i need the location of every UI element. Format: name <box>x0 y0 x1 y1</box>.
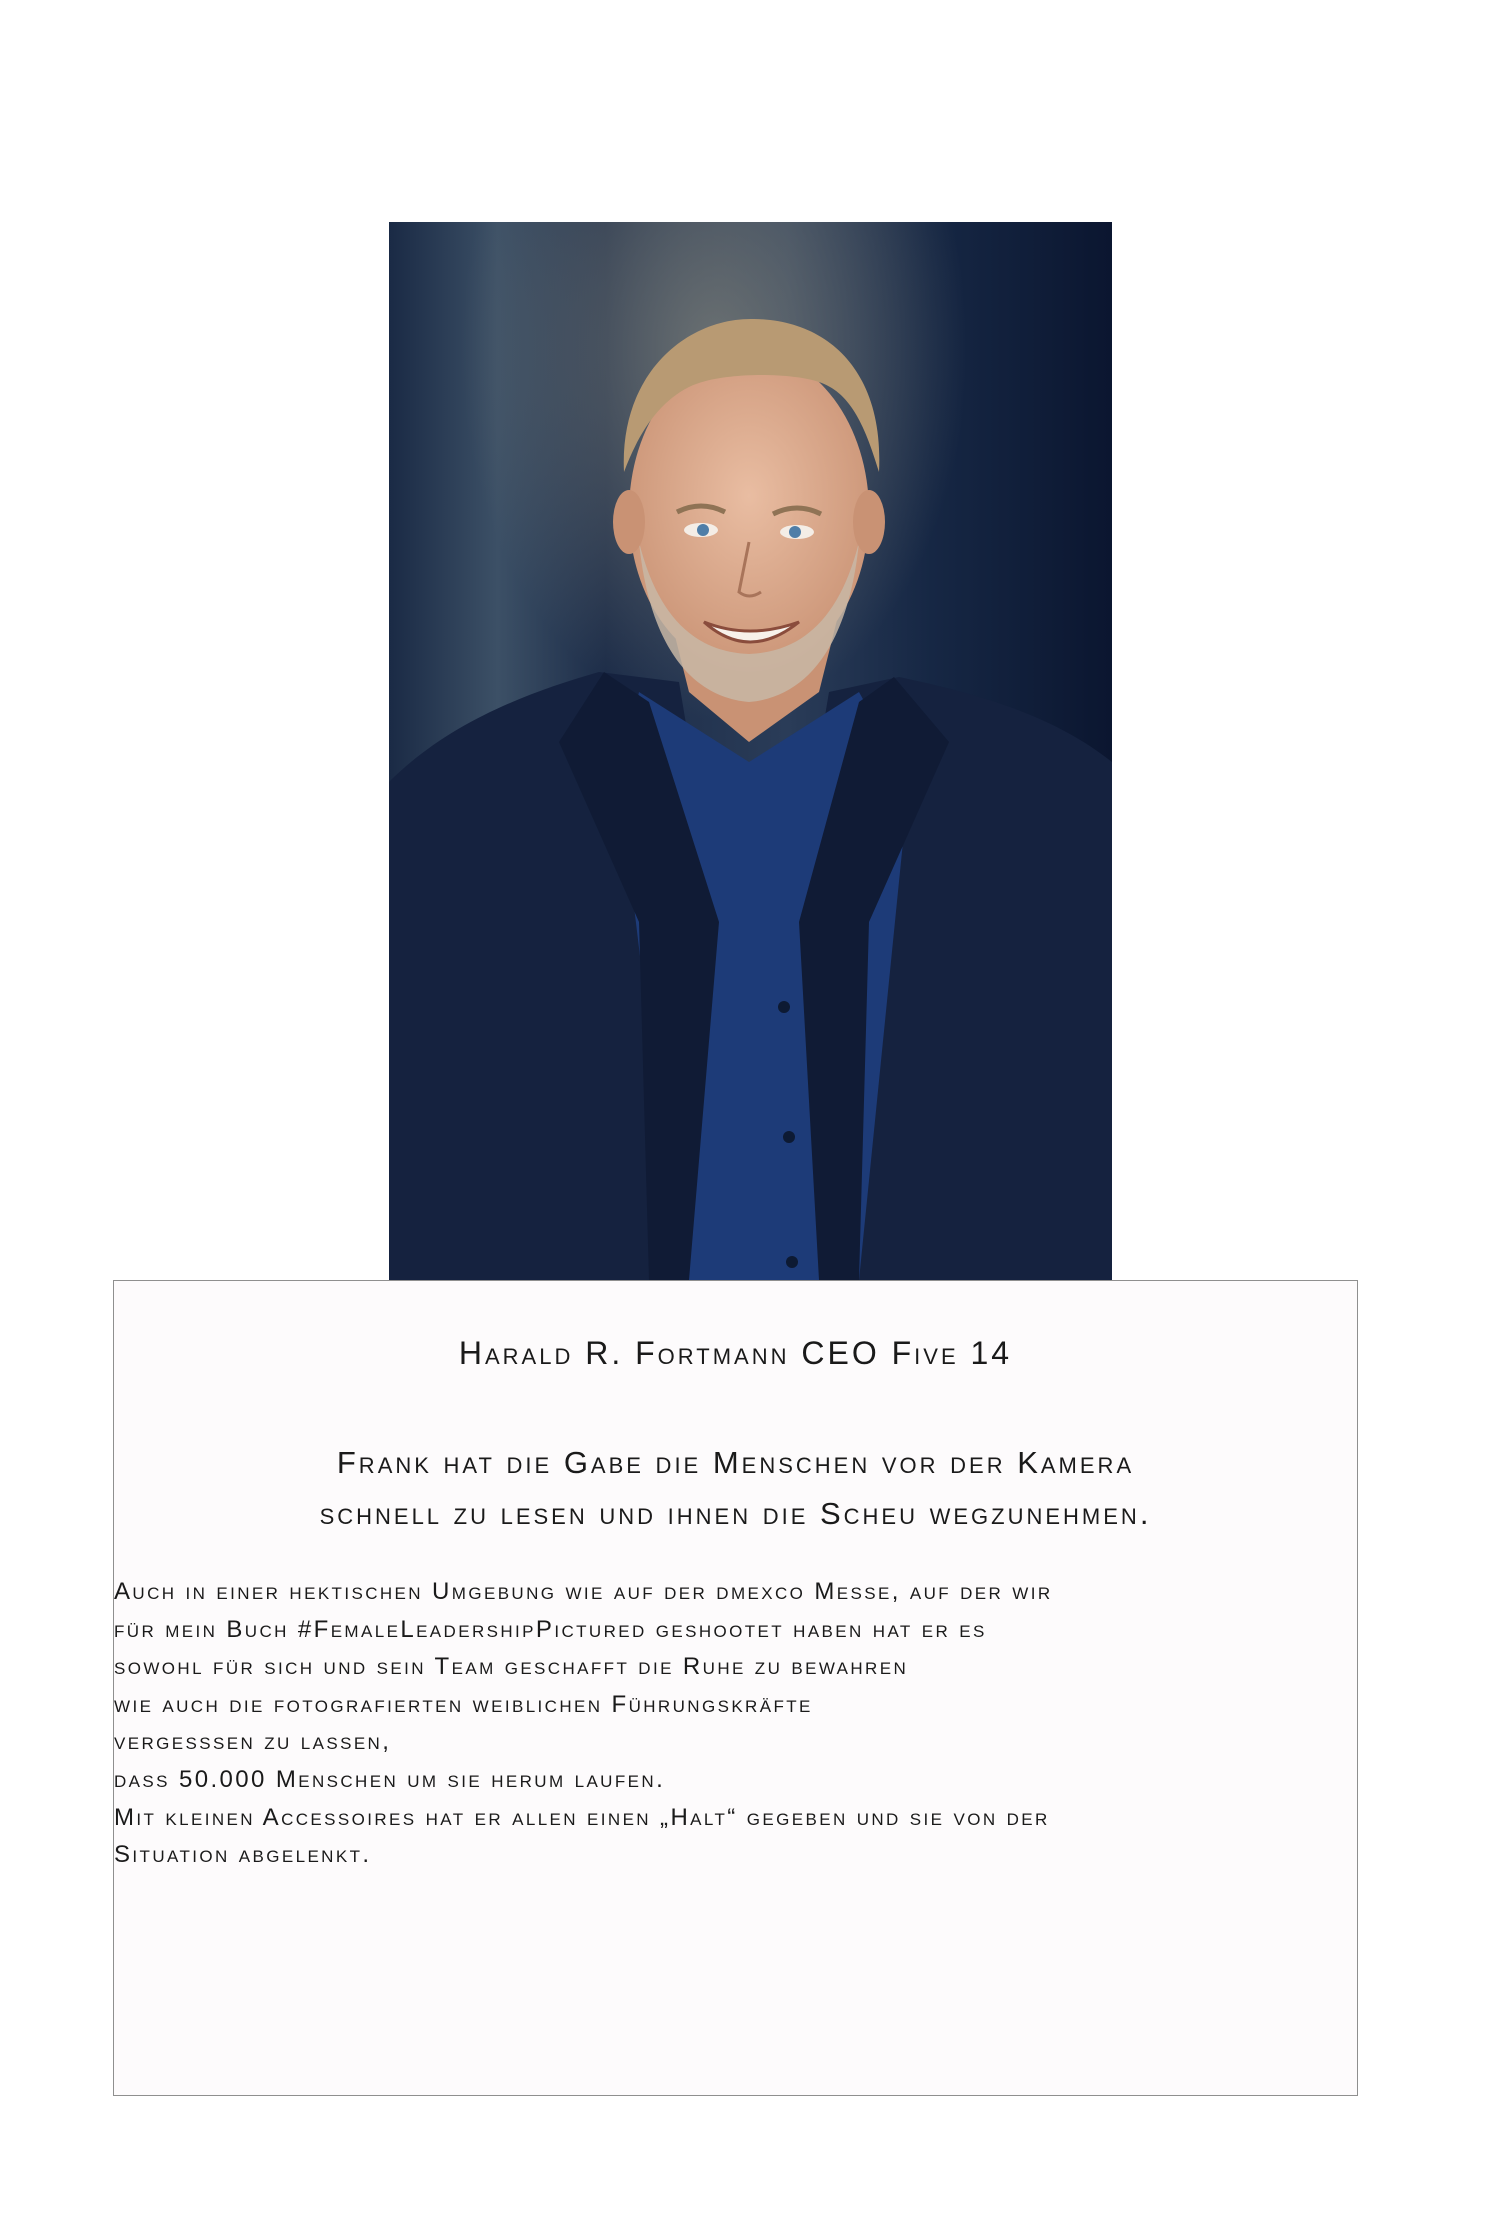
quote-line: schnell zu lesen und ihnen die Scheu wegzunehmen. <box>319 1496 1152 1531</box>
body-line: sowohl für sich und sein Team geschafft die Ruhe zu bewahren <box>114 1653 909 1681</box>
body-line: für mein Buch #FemaleLeadershipPictured geshootet haben hat er es <box>114 1615 987 1643</box>
testimonial-author: Harald R. Fortmann CEO Five 14 <box>458 1335 1013 1371</box>
right-iris <box>789 526 801 538</box>
testimonial-body <box>114 1573 1354 1874</box>
shirt-button <box>786 1256 798 1268</box>
body-line: Mit kleinen Accessoires hat er allen einen „Halt“ gegeben und sie von der <box>114 1803 1050 1831</box>
body-line: dass 50.000 Menschen um sie herum laufen. <box>114 1765 666 1793</box>
body-line: vergesssen zu lassen, <box>114 1728 392 1756</box>
shirt-button <box>783 1131 795 1143</box>
body-line: Auch in einer hektischen Umgebung wie auf der dmexco Messe, auf der wir <box>114 1578 1053 1605</box>
left-iris <box>697 524 709 536</box>
body-line: Situation abgelenkt. <box>114 1841 372 1869</box>
testimonial-quote <box>114 1437 1357 1539</box>
body-line: wie auch die fotografierten weiblichen Führungskräfte <box>114 1690 813 1718</box>
testimonial-card <box>113 1280 1358 2096</box>
portrait-photo <box>389 222 1112 1280</box>
portrait-illustration <box>389 222 1112 1280</box>
quote-line: Frank hat die Gabe die Menschen vor der Kamera <box>336 1445 1135 1480</box>
left-ear <box>613 490 645 554</box>
shirt-button <box>778 1001 790 1013</box>
right-ear <box>853 490 885 554</box>
